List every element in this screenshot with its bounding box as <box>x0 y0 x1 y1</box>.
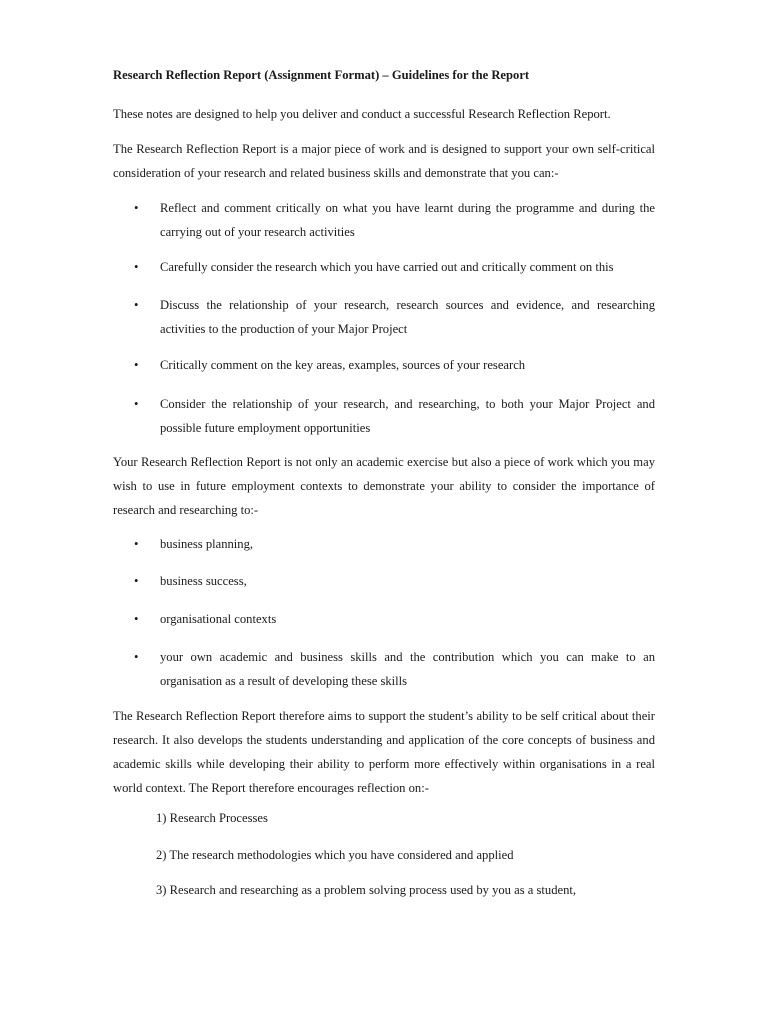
bullet-icon: • <box>134 650 139 664</box>
bullet-icon: • <box>134 537 139 551</box>
list-item-text: organisational contexts <box>160 612 277 626</box>
bullet-icon: • <box>134 612 139 626</box>
list-item-text: business planning, <box>160 537 254 551</box>
bullet-icon: • <box>134 574 139 588</box>
list-item-text: Critically comment on the key areas, examples, sources of your research <box>160 358 526 372</box>
numbered-item: 3) Research and researching as a problem solving process used by you as a student, <box>156 883 577 897</box>
bullet-icon: • <box>134 358 139 372</box>
document-title: Research Reflection Report (Assignment Format) – Guidelines for the Report <box>113 68 530 82</box>
list-item-text: Discuss the relationship of your research, research sources and evidence, and researching activities to the production of your Major Project <box>160 298 655 336</box>
paragraph-3: The Research Reflection Report therefore aims to support the student’s ability to be self critical about their research. It also develops the students understanding and application of the core concepts of business and academic skills while developing their ability to perform more effectively within organisations in a real world context. The Report therefore encourages reflection on:- <box>113 709 655 795</box>
list-item-text: Consider the relationship of your research, and researching, to both your Major Project and possible future employment opportunities <box>160 397 655 435</box>
bullet-icon: • <box>134 298 139 312</box>
bullet-icon: • <box>134 260 139 274</box>
bullet-icon: • <box>134 201 139 215</box>
numbered-item: 1) Research Processes <box>156 811 268 825</box>
list-item-text: Reflect and comment critically on what you have learnt during the programme and during the carrying out of your research activities <box>160 201 655 239</box>
numbered-item: 2) The research methodologies which you have considered and applied <box>156 848 514 862</box>
paragraph-2: Your Research Reflection Report is not only an academic exercise but also a piece of work which you may wish to use in future employment contexts to demonstrate your ability to consider the importance of research and researching to:- <box>113 455 655 517</box>
intro-paragraph: These notes are designed to help you deliver and conduct a successful Research Reflection Report. <box>113 107 611 121</box>
bullet-icon: • <box>134 397 139 411</box>
paragraph-1: The Research Reflection Report is a major piece of work and is designed to support your own self-critical consideration of your research and related business skills and demonstrate that you can:- <box>113 142 655 180</box>
list-item-text: Carefully consider the research which you have carried out and critically comment on this <box>160 260 614 274</box>
list-item-text: business success, <box>160 574 247 588</box>
list-item-text: your own academic and business skills and the contribution which you can make to an organisation as a result of developing these skills <box>160 650 655 688</box>
